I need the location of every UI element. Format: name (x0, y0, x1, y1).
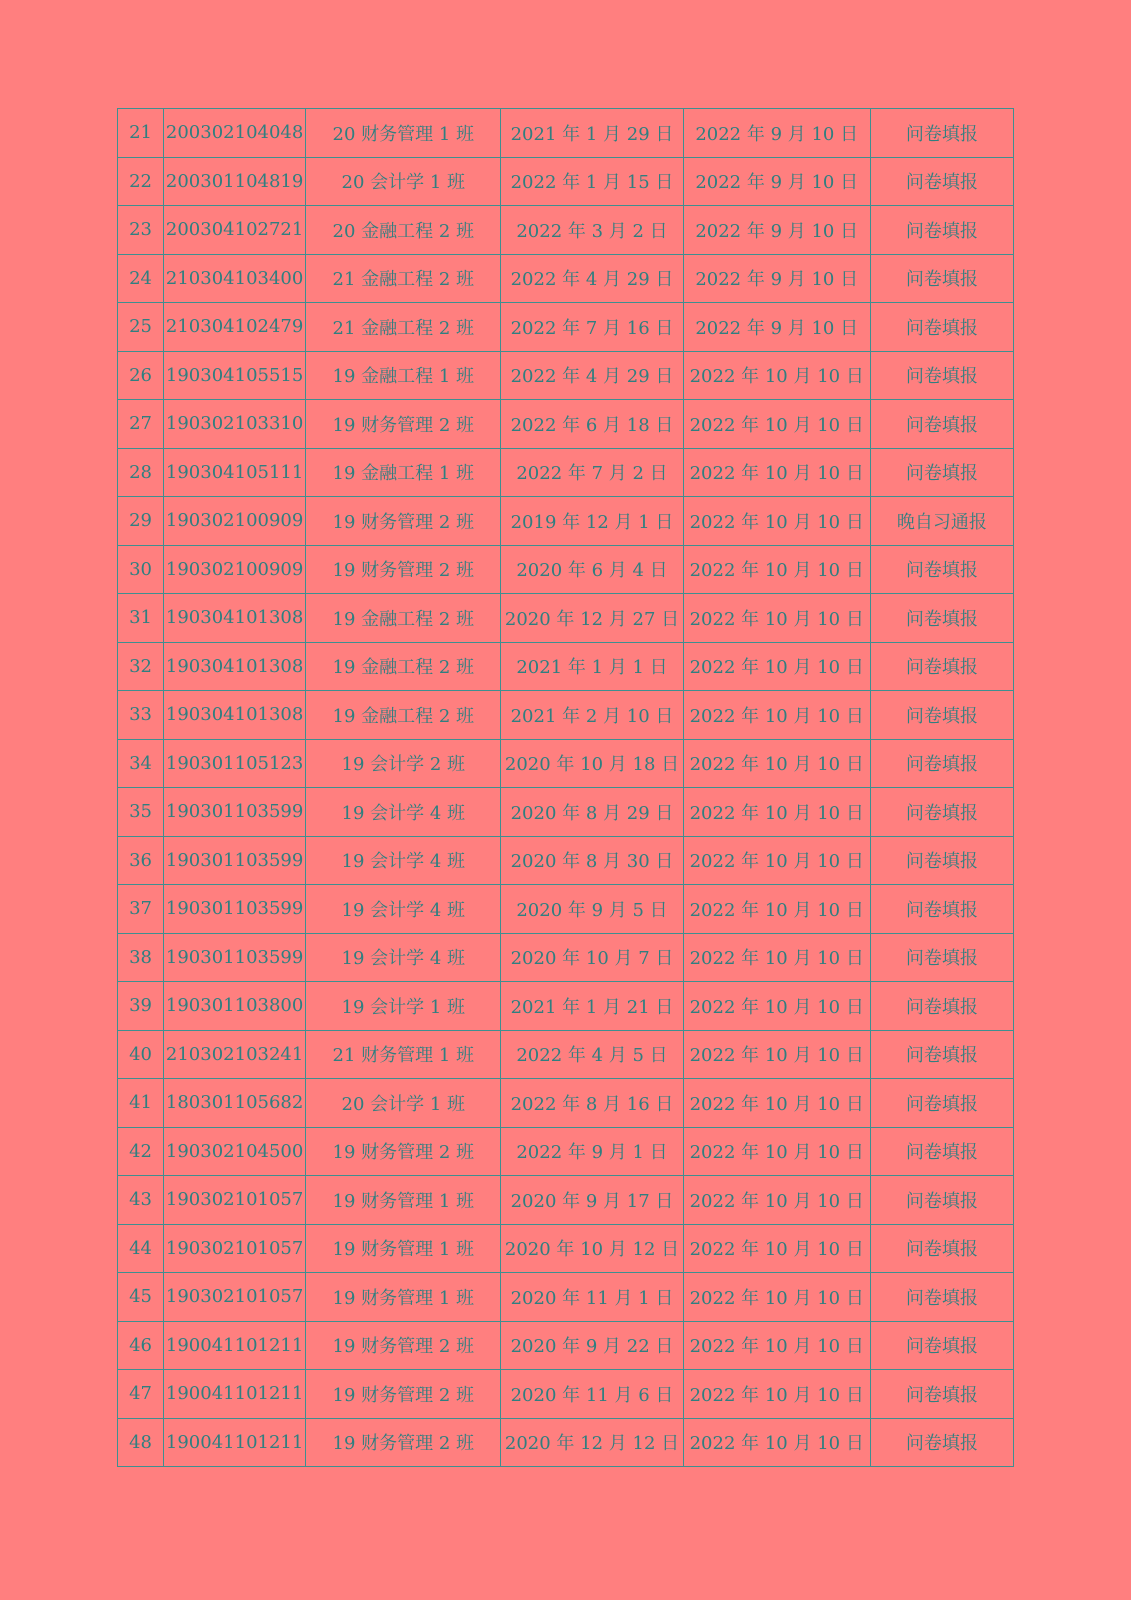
report-date-cell: 2022 年 10 月 10 日 (683, 448, 870, 497)
class-cell: 19 财务管理 2 班 (306, 400, 501, 449)
source-cell: 问卷填报 (870, 157, 1013, 206)
student-id-cell: 190301103599 (164, 788, 306, 837)
class-cell: 19 财务管理 2 班 (306, 1127, 501, 1176)
source-cell: 晚自习通报 (870, 497, 1013, 546)
student-id-cell: 190304101308 (164, 594, 306, 643)
violation-date-cell: 2021 年 1 月 21 日 (501, 982, 683, 1031)
violation-date-cell: 2020 年 9 月 5 日 (501, 885, 683, 934)
class-cell: 19 财务管理 2 班 (306, 497, 501, 546)
source-cell: 问卷填报 (870, 1224, 1013, 1273)
student-id-cell: 190302104500 (164, 1127, 306, 1176)
class-cell: 19 财务管理 1 班 (306, 1273, 501, 1322)
student-id-cell: 190041101211 (164, 1418, 306, 1467)
row-number-cell: 22 (118, 157, 164, 206)
row-number-cell: 35 (118, 788, 164, 837)
source-cell: 问卷填报 (870, 642, 1013, 691)
student-id-cell: 190304105111 (164, 448, 306, 497)
student-id-cell: 190302101057 (164, 1176, 306, 1225)
class-cell: 19 金融工程 1 班 (306, 448, 501, 497)
table-row (118, 982, 1014, 1031)
class-cell: 20 财务管理 1 班 (306, 109, 501, 158)
report-date-cell: 2022 年 9 月 10 日 (683, 206, 870, 255)
violation-date-cell: 2020 年 8 月 29 日 (501, 788, 683, 837)
report-date-cell: 2022 年 10 月 10 日 (683, 885, 870, 934)
report-date-cell: 2022 年 10 月 10 日 (683, 933, 870, 982)
row-number-cell: 46 (118, 1321, 164, 1370)
source-cell: 问卷填报 (870, 206, 1013, 255)
violation-date-cell: 2020 年 12 月 12 日 (501, 1418, 683, 1467)
violation-date-cell: 2022 年 1 月 15 日 (501, 157, 683, 206)
report-date-cell: 2022 年 10 月 10 日 (683, 545, 870, 594)
table-row (118, 1418, 1014, 1467)
source-cell: 问卷填报 (870, 594, 1013, 643)
row-number-cell: 29 (118, 497, 164, 546)
violation-date-cell: 2020 年 9 月 22 日 (501, 1321, 683, 1370)
table-row (118, 1079, 1014, 1128)
class-cell: 20 会计学 1 班 (306, 157, 501, 206)
violation-date-cell: 2021 年 1 月 29 日 (501, 109, 683, 158)
student-id-cell: 190304101308 (164, 691, 306, 740)
report-date-cell: 2022 年 10 月 10 日 (683, 1176, 870, 1225)
report-date-cell: 2022 年 10 月 10 日 (683, 1321, 870, 1370)
class-cell: 19 会计学 2 班 (306, 739, 501, 788)
source-cell: 问卷填报 (870, 400, 1013, 449)
table-row (118, 1224, 1014, 1273)
class-cell: 19 金融工程 2 班 (306, 594, 501, 643)
table-row (118, 303, 1014, 352)
class-cell: 19 金融工程 2 班 (306, 642, 501, 691)
class-cell: 19 会计学 4 班 (306, 885, 501, 934)
row-number-cell: 24 (118, 254, 164, 303)
violation-date-cell: 2020 年 10 月 18 日 (501, 739, 683, 788)
report-date-cell: 2022 年 9 月 10 日 (683, 303, 870, 352)
report-date-cell: 2022 年 10 月 10 日 (683, 1273, 870, 1322)
table-row (118, 157, 1014, 206)
class-cell: 19 财务管理 2 班 (306, 545, 501, 594)
violation-date-cell: 2022 年 3 月 2 日 (501, 206, 683, 255)
report-date-cell: 2022 年 10 月 10 日 (683, 1127, 870, 1176)
row-number-cell: 23 (118, 206, 164, 255)
report-date-cell: 2022 年 10 月 10 日 (683, 1079, 870, 1128)
report-date-cell: 2022 年 10 月 10 日 (683, 836, 870, 885)
student-id-cell: 190301105123 (164, 739, 306, 788)
student-id-cell: 190302100909 (164, 497, 306, 546)
violation-date-cell: 2020 年 11 月 6 日 (501, 1370, 683, 1419)
violation-date-cell: 2020 年 6 月 4 日 (501, 545, 683, 594)
violation-date-cell: 2022 年 7 月 2 日 (501, 448, 683, 497)
table-row (118, 497, 1014, 546)
table-row (118, 691, 1014, 740)
table-row (118, 109, 1014, 158)
table-row (118, 885, 1014, 934)
violation-date-cell: 2019 年 12 月 1 日 (501, 497, 683, 546)
source-cell: 问卷填报 (870, 351, 1013, 400)
report-date-cell: 2022 年 10 月 10 日 (683, 982, 870, 1031)
class-cell: 20 会计学 1 班 (306, 1079, 501, 1128)
row-number-cell: 32 (118, 642, 164, 691)
table-row (118, 206, 1014, 255)
report-date-cell: 2022 年 10 月 10 日 (683, 400, 870, 449)
student-id-cell: 190302103310 (164, 400, 306, 449)
table-row (118, 545, 1014, 594)
class-cell: 21 金融工程 2 班 (306, 254, 501, 303)
report-date-cell: 2022 年 9 月 10 日 (683, 157, 870, 206)
violation-date-cell: 2020 年 9 月 17 日 (501, 1176, 683, 1225)
row-number-cell: 47 (118, 1370, 164, 1419)
table-row (118, 254, 1014, 303)
table-row (118, 1176, 1014, 1225)
source-cell: 问卷填报 (870, 885, 1013, 934)
class-cell: 19 财务管理 2 班 (306, 1418, 501, 1467)
student-id-cell: 180301105682 (164, 1079, 306, 1128)
source-cell: 问卷填报 (870, 691, 1013, 740)
row-number-cell: 42 (118, 1127, 164, 1176)
table-row (118, 836, 1014, 885)
source-cell: 问卷填报 (870, 788, 1013, 837)
violation-date-cell: 2022 年 4 月 29 日 (501, 254, 683, 303)
student-id-cell: 190041101211 (164, 1370, 306, 1419)
row-number-cell: 44 (118, 1224, 164, 1273)
report-date-cell: 2022 年 10 月 10 日 (683, 691, 870, 740)
student-id-cell: 190301103599 (164, 885, 306, 934)
report-date-cell: 2022 年 10 月 10 日 (683, 1418, 870, 1467)
source-cell: 问卷填报 (870, 933, 1013, 982)
row-number-cell: 41 (118, 1079, 164, 1128)
report-date-cell: 2022 年 10 月 10 日 (683, 351, 870, 400)
student-id-cell: 210304102479 (164, 303, 306, 352)
student-id-cell: 190301103599 (164, 933, 306, 982)
source-cell: 问卷填报 (870, 303, 1013, 352)
report-date-cell: 2022 年 10 月 10 日 (683, 788, 870, 837)
row-number-cell: 38 (118, 933, 164, 982)
report-date-cell: 2022 年 10 月 10 日 (683, 1224, 870, 1273)
violation-date-cell: 2022 年 8 月 16 日 (501, 1079, 683, 1128)
class-cell: 19 金融工程 1 班 (306, 351, 501, 400)
student-id-cell: 200302104048 (164, 109, 306, 158)
table-row (118, 1321, 1014, 1370)
student-id-cell: 200301104819 (164, 157, 306, 206)
violation-date-cell: 2022 年 4 月 5 日 (501, 1030, 683, 1079)
row-number-cell: 26 (118, 351, 164, 400)
student-id-cell: 190304101308 (164, 642, 306, 691)
source-cell: 问卷填报 (870, 1127, 1013, 1176)
source-cell: 问卷填报 (870, 254, 1013, 303)
table-row (118, 351, 1014, 400)
source-cell: 问卷填报 (870, 1273, 1013, 1322)
violation-date-cell: 2021 年 1 月 1 日 (501, 642, 683, 691)
violation-date-cell: 2020 年 11 月 1 日 (501, 1273, 683, 1322)
violation-date-cell: 2022 年 4 月 29 日 (501, 351, 683, 400)
row-number-cell: 25 (118, 303, 164, 352)
violation-date-cell: 2020 年 10 月 12 日 (501, 1224, 683, 1273)
row-number-cell: 34 (118, 739, 164, 788)
report-date-cell: 2022 年 10 月 10 日 (683, 642, 870, 691)
report-date-cell: 2022 年 10 月 10 日 (683, 739, 870, 788)
report-date-cell: 2022 年 9 月 10 日 (683, 109, 870, 158)
row-number-cell: 45 (118, 1273, 164, 1322)
row-number-cell: 48 (118, 1418, 164, 1467)
source-cell: 问卷填报 (870, 448, 1013, 497)
row-number-cell: 43 (118, 1176, 164, 1225)
row-number-cell: 28 (118, 448, 164, 497)
violation-date-cell: 2021 年 2 月 10 日 (501, 691, 683, 740)
student-id-cell: 190302101057 (164, 1224, 306, 1273)
source-cell: 问卷填报 (870, 836, 1013, 885)
class-cell: 19 会计学 1 班 (306, 982, 501, 1031)
class-cell: 19 会计学 4 班 (306, 933, 501, 982)
class-cell: 19 金融工程 2 班 (306, 691, 501, 740)
records-table-body (118, 109, 1014, 1467)
row-number-cell: 27 (118, 400, 164, 449)
row-number-cell: 31 (118, 594, 164, 643)
table-row (118, 1273, 1014, 1322)
table-row (118, 448, 1014, 497)
report-date-cell: 2022 年 10 月 10 日 (683, 1370, 870, 1419)
student-id-cell: 210304103400 (164, 254, 306, 303)
violation-date-cell: 2022 年 9 月 1 日 (501, 1127, 683, 1176)
report-date-cell: 2022 年 10 月 10 日 (683, 594, 870, 643)
source-cell: 问卷填报 (870, 982, 1013, 1031)
row-number-cell: 36 (118, 836, 164, 885)
source-cell: 问卷填报 (870, 545, 1013, 594)
report-date-cell: 2022 年 10 月 10 日 (683, 1030, 870, 1079)
table-row (118, 1127, 1014, 1176)
records-table (117, 108, 1014, 1467)
class-cell: 19 财务管理 1 班 (306, 1176, 501, 1225)
class-cell: 19 会计学 4 班 (306, 788, 501, 837)
table-row (118, 933, 1014, 982)
source-cell: 问卷填报 (870, 1321, 1013, 1370)
row-number-cell: 39 (118, 982, 164, 1031)
report-date-cell: 2022 年 9 月 10 日 (683, 254, 870, 303)
class-cell: 19 财务管理 2 班 (306, 1370, 501, 1419)
student-id-cell: 210302103241 (164, 1030, 306, 1079)
table-row (118, 788, 1014, 837)
row-number-cell: 33 (118, 691, 164, 740)
student-id-cell: 190301103599 (164, 836, 306, 885)
source-cell: 问卷填报 (870, 1079, 1013, 1128)
row-number-cell: 21 (118, 109, 164, 158)
row-number-cell: 40 (118, 1030, 164, 1079)
student-id-cell: 190304105515 (164, 351, 306, 400)
student-id-cell: 190302100909 (164, 545, 306, 594)
violation-date-cell: 2022 年 6 月 18 日 (501, 400, 683, 449)
violation-date-cell: 2020 年 8 月 30 日 (501, 836, 683, 885)
class-cell: 19 会计学 4 班 (306, 836, 501, 885)
table-row (118, 642, 1014, 691)
report-date-cell: 2022 年 10 月 10 日 (683, 497, 870, 546)
table-row (118, 1030, 1014, 1079)
class-cell: 21 财务管理 1 班 (306, 1030, 501, 1079)
violation-date-cell: 2020 年 12 月 27 日 (501, 594, 683, 643)
student-id-cell: 200304102721 (164, 206, 306, 255)
source-cell: 问卷填报 (870, 1030, 1013, 1079)
table-row (118, 1370, 1014, 1419)
row-number-cell: 30 (118, 545, 164, 594)
source-cell: 问卷填报 (870, 1176, 1013, 1225)
student-id-cell: 190041101211 (164, 1321, 306, 1370)
student-id-cell: 190302101057 (164, 1273, 306, 1322)
class-cell: 19 财务管理 1 班 (306, 1224, 501, 1273)
source-cell: 问卷填报 (870, 1418, 1013, 1467)
source-cell: 问卷填报 (870, 739, 1013, 788)
source-cell: 问卷填报 (870, 1370, 1013, 1419)
table-row (118, 739, 1014, 788)
table-row (118, 400, 1014, 449)
source-cell: 问卷填报 (870, 109, 1013, 158)
class-cell: 20 金融工程 2 班 (306, 206, 501, 255)
class-cell: 19 财务管理 2 班 (306, 1321, 501, 1370)
violation-date-cell: 2022 年 7 月 16 日 (501, 303, 683, 352)
violation-date-cell: 2020 年 10 月 7 日 (501, 933, 683, 982)
class-cell: 21 金融工程 2 班 (306, 303, 501, 352)
student-id-cell: 190301103800 (164, 982, 306, 1031)
row-number-cell: 37 (118, 885, 164, 934)
table-row (118, 594, 1014, 643)
